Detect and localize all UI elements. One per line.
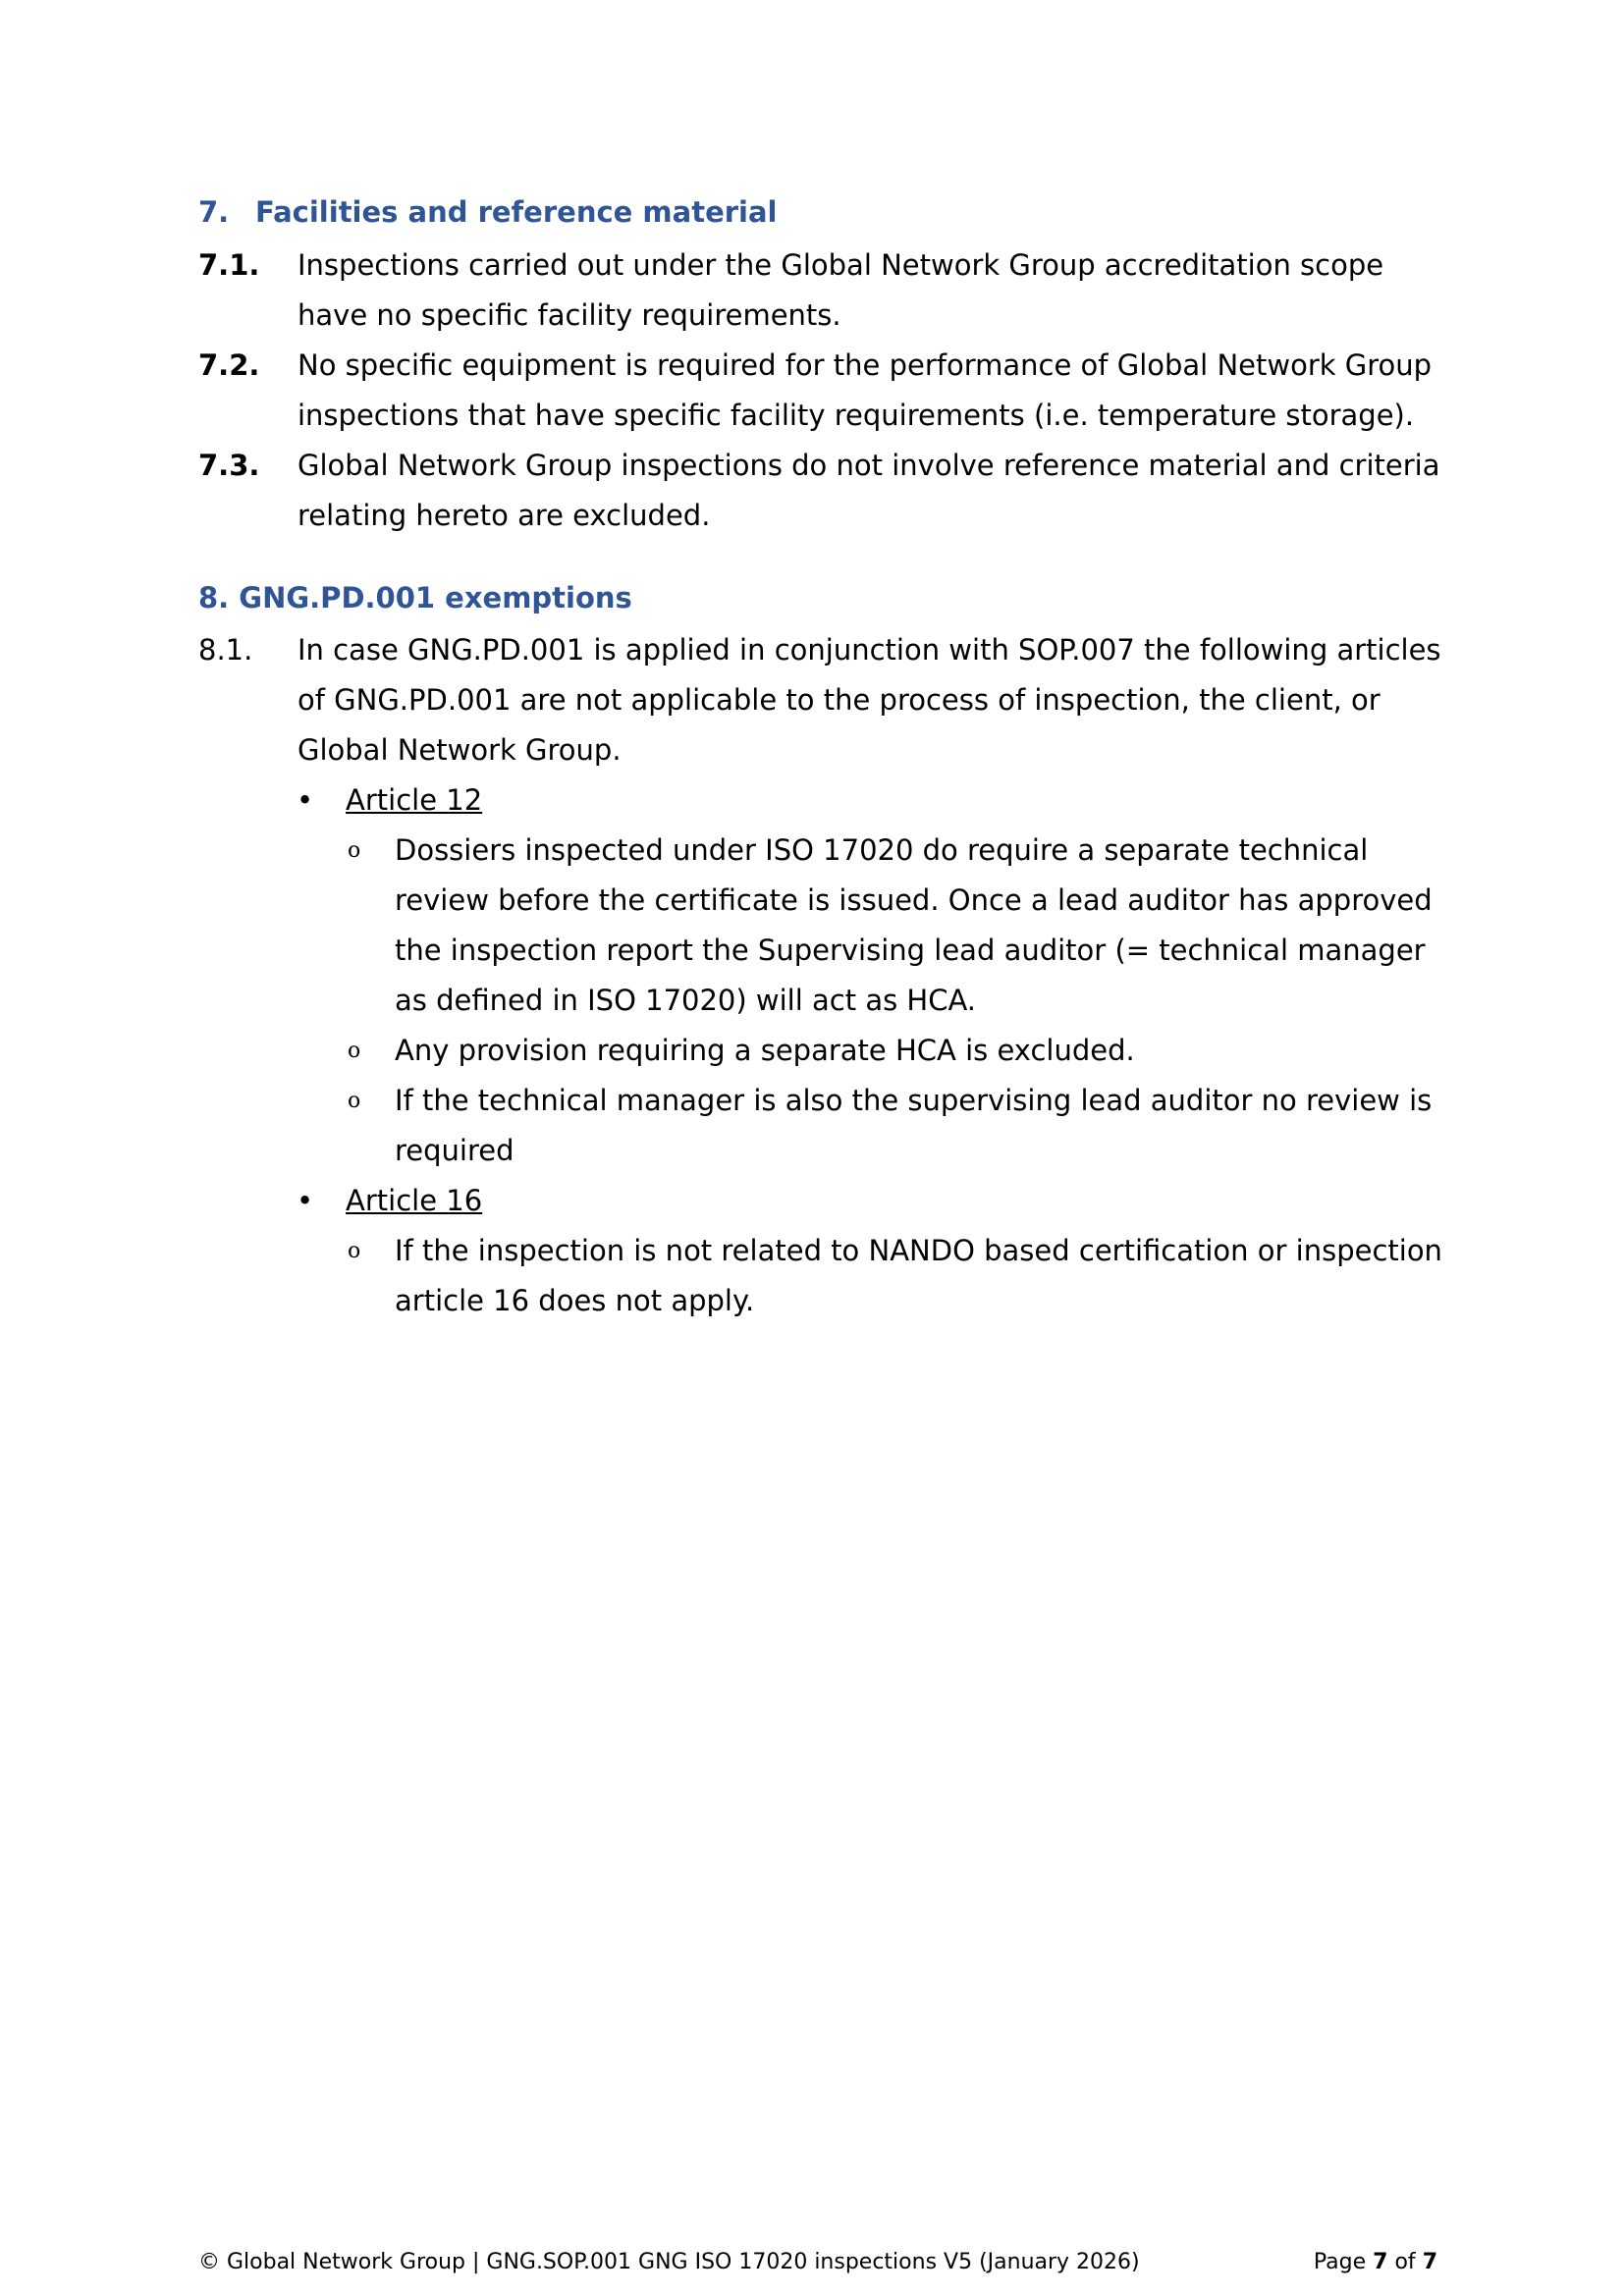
- sub-point-text: If the technical manager is also the supervising lead auditor no review is required: [395, 1084, 1433, 1167]
- clause-text: Global Network Group inspections do not involve reference material and criteria relating hereto are excluded.: [298, 449, 1440, 532]
- page-current: 7: [1373, 2250, 1388, 2274]
- section-7-title: Facilities and reference material: [255, 195, 778, 229]
- sub-point: [348, 826, 1447, 1026]
- clause-number: 8.1.: [198, 633, 253, 667]
- section-8-title: 8. GNG.PD.001 exemptions: [198, 581, 632, 614]
- circle-bullet-icon: o: [348, 1089, 361, 1113]
- clause-number: 7.2.: [198, 348, 260, 382]
- footer-copyright: © Global Network Group | GNG.SOP.001 GNG ISO 17020 inspections V5 (January 2026): [198, 2250, 1140, 2274]
- page-prefix: Page: [1313, 2250, 1367, 2274]
- sub-point-text: Any provision requiring a separate HCA is excluded.: [395, 1034, 1135, 1067]
- page-total: 7: [1422, 2250, 1437, 2274]
- article-label: Article 16: [346, 1184, 483, 1217]
- bullet-icon: •: [297, 783, 314, 817]
- sub-point-text: Dossiers inspected under ISO 17020 do require a separate technical review before the certificate is issued. Once a lead auditor has approved the inspection report the Supervising lead auditor (= technical manager as defined in ISO 17020) will act as HCA.: [395, 833, 1433, 1017]
- article-12-bullet: [297, 775, 482, 826]
- article-16-bullet: [297, 1176, 482, 1226]
- clause-text: In case GNG.PD.001 is applied in conjunction with SOP.007 the following articles of GNG.PD.001 are not applicable to the process of inspection, the client, or Global Network Group.: [298, 633, 1441, 767]
- sub-point: [348, 1226, 1447, 1326]
- bullet-icon: •: [297, 1184, 314, 1217]
- section-7-heading: [198, 195, 778, 229]
- section-7-number: 7.: [198, 195, 230, 229]
- clause-text: No specific equipment is required for the performance of Global Network Group inspections that have specific facility requirements (i.e. temperature storage).: [298, 348, 1433, 432]
- clause-7-3: [198, 441, 1445, 541]
- circle-bullet-icon: o: [348, 838, 361, 863]
- circle-bullet-icon: o: [348, 1039, 361, 1063]
- section-8-heading: [198, 581, 632, 614]
- clause-8-1: [198, 625, 1445, 775]
- clause-7-1: [198, 240, 1445, 341]
- clause-number: 7.3.: [198, 449, 260, 482]
- clause-number: 7.1.: [198, 248, 260, 282]
- footer-page-number: [1314, 2250, 1437, 2274]
- clause-7-2: [198, 341, 1445, 441]
- article-label: Article 12: [346, 783, 483, 817]
- clause-text: Inspections carried out under the Global Network Group accreditation scope have no specific facility requirements.: [298, 248, 1384, 332]
- sub-point: [348, 1026, 1447, 1076]
- circle-bullet-icon: o: [348, 1239, 361, 1263]
- sub-point: [348, 1076, 1447, 1176]
- page-of: of: [1394, 2250, 1416, 2274]
- sub-point-text: If the inspection is not related to NANDO based certification or inspection article 16 does not apply.: [395, 1234, 1442, 1317]
